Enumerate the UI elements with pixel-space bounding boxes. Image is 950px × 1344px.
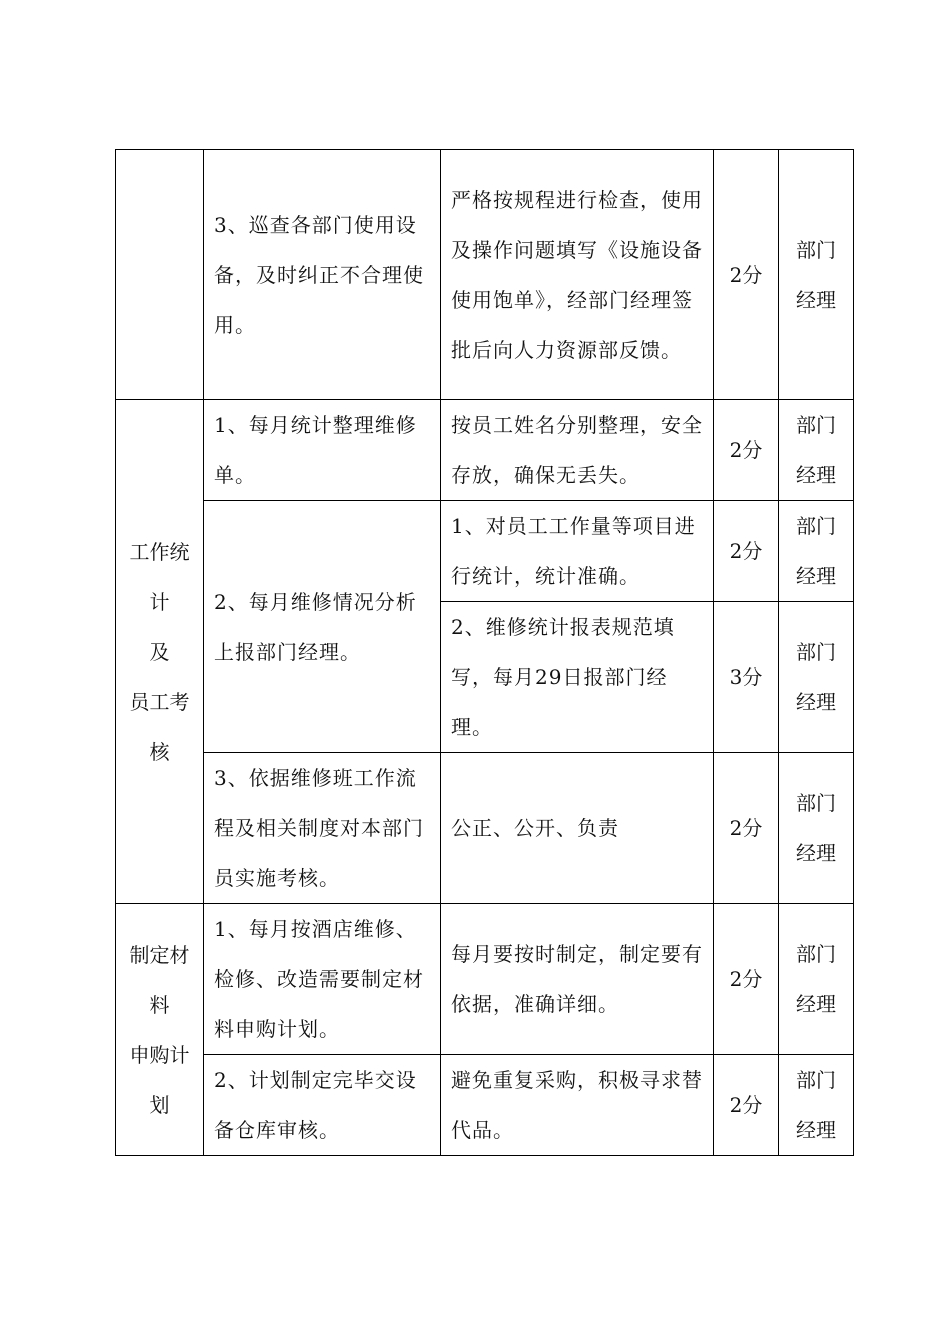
standard-cell: 2、维修统计报表规范填写，每月29日报部门经理。: [441, 602, 714, 753]
task-cell: 3、巡查各部门使用设备，及时纠正不合理使用。: [204, 150, 441, 400]
standard-cell: 每月要按时制定，制定要有依据，准确详细。: [441, 904, 714, 1055]
table-row: [116, 400, 854, 501]
category-cell-purchase-plan: 制定材 料 申购计 划: [116, 904, 204, 1156]
score-cell: 2分: [714, 501, 779, 602]
category-cell-work-stats: 工作统 计 及 员工考 核: [116, 400, 204, 904]
owner-cell: 部门 经理: [779, 904, 854, 1055]
table-row: [116, 753, 854, 904]
score-cell: 2分: [714, 150, 779, 400]
score-cell: 3分: [714, 602, 779, 753]
owner-cell: 部门 经理: [779, 150, 854, 400]
score-cell: 2分: [714, 1055, 779, 1156]
standard-cell: 1、对员工工作量等项目进行统计，统计准确。: [441, 501, 714, 602]
assessment-table: [115, 149, 854, 1156]
standard-cell: 按员工姓名分别整理，安全存放，确保无丢失。: [441, 400, 714, 501]
score-cell: 2分: [714, 904, 779, 1055]
owner-cell: 部门 经理: [779, 1055, 854, 1156]
task-cell: 3、依据维修班工作流程及相关制度对本部门员实施考核。: [204, 753, 441, 904]
score-cell: 2分: [714, 753, 779, 904]
task-cell: 1、每月按酒店维修、检修、改造需要制定材料申购计划。: [204, 904, 441, 1055]
owner-cell: 部门 经理: [779, 753, 854, 904]
table-row: [116, 501, 854, 602]
owner-cell: 部门 经理: [779, 501, 854, 602]
table-row: [116, 150, 854, 400]
task-cell: 2、计划制定完毕交设备仓库审核。: [204, 1055, 441, 1156]
standard-cell: 公正、公开、负责: [441, 753, 714, 904]
task-cell: 1、每月统计整理维修单。: [204, 400, 441, 501]
standard-cell: 严格按规程进行检查，使用及操作问题填写《设施设备使用饱单》，经部门经理签批后向人力资源部反馈。: [441, 150, 714, 400]
standard-cell: 避免重复采购，积极寻求替代品。: [441, 1055, 714, 1156]
score-cell: 2分: [714, 400, 779, 501]
table-row: [116, 1055, 854, 1156]
task-cell: 2、每月维修情况分析上报部门经理。: [204, 501, 441, 753]
owner-cell: 部门 经理: [779, 400, 854, 501]
table-row: [116, 904, 854, 1055]
category-cell: [116, 150, 204, 400]
owner-cell: 部门 经理: [779, 602, 854, 753]
